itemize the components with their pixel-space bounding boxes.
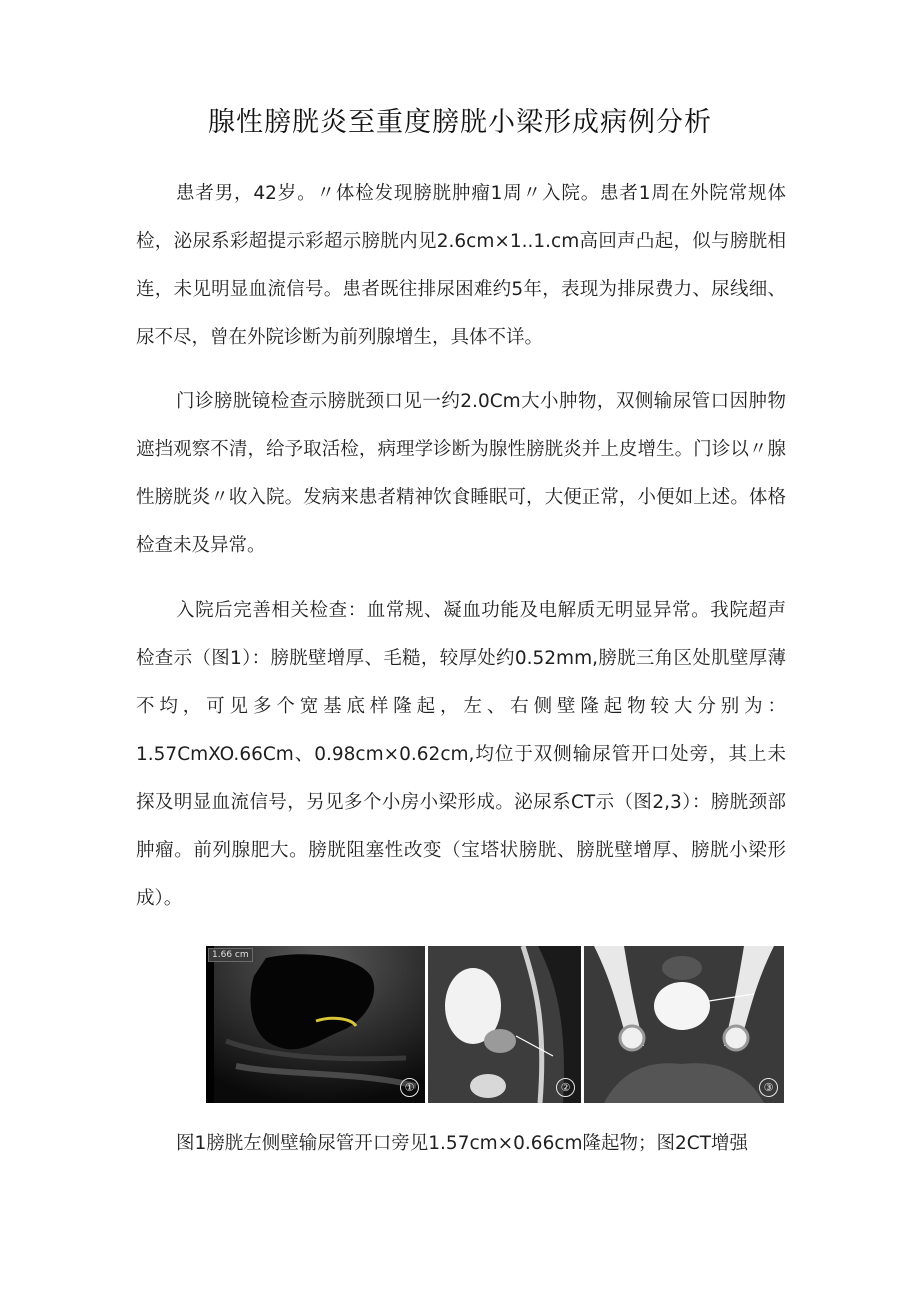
medical-figure bbox=[206, 946, 784, 1103]
paragraph-admission-exams: 入院后完善相关检查：血常规、凝血功能及电解质无明显异常。我院超声检查示（图1）：膀胱壁增厚、毛糙，较厚处约0.52mm,膀胱三角区处肌壁厚薄不均，可见多个宽基底样隆起，左、右侧壁隆起物较大分别为：1.57CmXO.66Cm、0.98cm×0.62cm,均位于双侧输尿管开口处旁，其上未探及明显血流信号，另见多个小房小梁形成。泌尿系CT示（图2,3）：膀胱颈部肿瘤。前列腺肥大。膀胱阻塞性改变（宝塔状膀胱、膀胱壁增厚、膀胱小梁形成）。 bbox=[136, 600, 786, 909]
ultrasound-image bbox=[206, 946, 425, 1103]
panel-number: ② bbox=[556, 1078, 575, 1097]
paragraph-cystoscopy: 门诊膀胱镜检查示膀胱颈口见一约2.0Cm大小肿物，双侧输尿管口因肿物遮挡观察不清，给予取活检，病理学诊断为腺性膀胱炎并上皮增生。门诊以〃腺性膀胱炎〃收入院。发病来患者精神饮食睡眠可，大便正常，小便如上述。体格检查未及异常。 bbox=[136, 391, 786, 556]
measurement-label: 1.66 cm bbox=[208, 948, 253, 962]
ct-coronal-image bbox=[584, 946, 784, 1103]
paragraph-case-history: 患者男，42岁。〃体检发现膀胱肿瘤1周〃入院。患者1周在外院常规体检，泌尿系彩超提示彩超示膀胱内见2.6cm×1..1.cm高回声凸起，似与膀胱相连，未见明显血流信号。患者既往排尿困难约5年，表现为排尿费力、尿线细、尿不尽，曾在外院诊断为前列腺增生，具体不详。 bbox=[136, 183, 786, 348]
ct-sagittal-image bbox=[428, 946, 581, 1103]
panel-number: ③ bbox=[759, 1078, 778, 1097]
panel-number: ① bbox=[400, 1078, 419, 1097]
document-title: 腺性膀胱炎至重度膀胱小梁形成病例分析 bbox=[208, 107, 712, 138]
figure-caption: 图1膀胱左侧壁输尿管开口旁见1.57cm×0.66cm隆起物；图2CT增强 bbox=[176, 1133, 749, 1154]
